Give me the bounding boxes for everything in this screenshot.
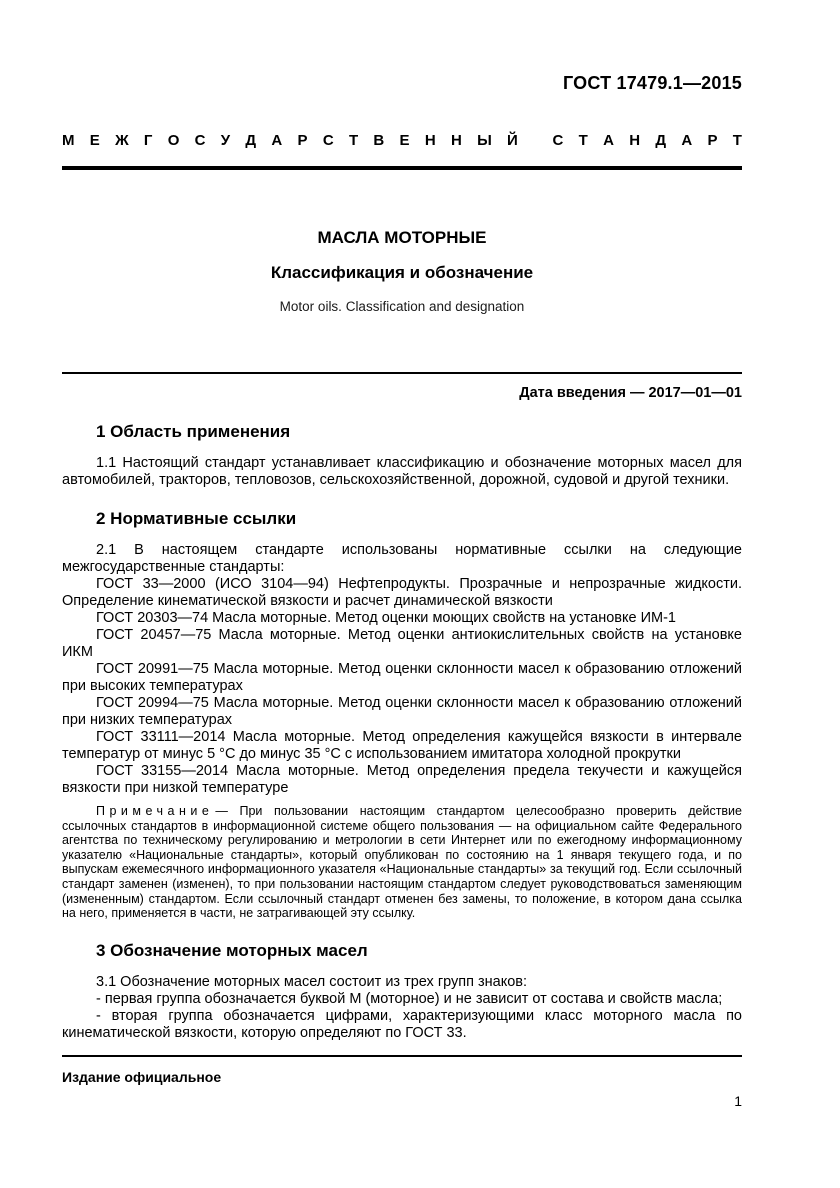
designation-item: - первая группа обозначается буквой М (моторное) и не зависит от состава и свойств масла; (96, 990, 723, 1007)
section-1-heading: 1 Область применения (96, 422, 291, 441)
reference-item: ГОСТ 20457—75 Масла моторные. Метод оценки антиокислительных свойств на установке ИКМ (62, 627, 742, 660)
section-3-paragraph: 3.1 Обозначение моторных масел состоит из трех групп знаков: (96, 973, 528, 990)
standard-type-heading: М Е Ж Г О С У Д А Р С Т В Е Н Н Ы Й С Т А Н Д А Р Т (62, 132, 742, 149)
section-2-heading: 2 Нормативные ссылки (96, 509, 297, 528)
section-3-heading: 3 Обозначение моторных масел (96, 940, 368, 960)
section-2-paragraph: 2.1 В настоящем стандарте использованы нормативные ссылки на следующие межгосударственные стандарты: (62, 542, 742, 575)
reference-item: ГОСТ 20991—75 Масла моторные. Метод оценки склонности масел к образованию отложений при высоких температурах (62, 661, 742, 694)
note-label: Примечание (96, 804, 214, 818)
reference-item: ГОСТ 33—2000 (ИСО 3104—94) Нефтепродукты. Прозрачные и непрозрачные жидкости. Определение кинематической вязкости и расчет динамической вязкости (62, 576, 742, 609)
effective-date: Дата введения — 2017—01—01 (519, 385, 742, 401)
page-content (62, 0, 742, 1110)
title-english: Motor oils. Classification and designation (279, 299, 525, 314)
intro-rule (62, 372, 742, 374)
title-subtitle: Классификация и обозначение (270, 263, 534, 282)
reference-item: ГОСТ 20303—74 Масла моторные. Метод оценки моющих свойств на установке ИМ-1 (96, 610, 676, 626)
reference-item: ГОСТ 33111—2014 Масла моторные. Метод определения кажущейся вязкости в интервале температур от минус 5 °С до минус 35 °С с использованием имитатора холодной прокрутки (62, 729, 742, 762)
reference-item: ГОСТ 20994—75 Масла моторные. Метод оценки склонности масел к образованию отложений при низких температурах (62, 695, 742, 728)
note-block (62, 804, 742, 921)
reference-item: ГОСТ 33155—2014 Масла моторные. Метод определения предела текучести и кажущейся вязкости при низкой температуре (62, 763, 742, 796)
doc-code: ГОСТ 17479.1—2015 (562, 73, 742, 93)
edition-note: Издание официальное (62, 1068, 222, 1085)
page-number: 1 (734, 1092, 742, 1109)
header-rule (62, 166, 742, 170)
note-text: — При пользовании настоящим стандартом целесообразно проверить действие ссылочных стандартов в информационной системе общего пользования — на официальном сайте Федерального агентства по техническому регулированию и метрологии в сети Интернет или по ежегодному информационному указателю «Национальные стандарты», который опубликован по состоянию на 1 января текущего года, и по выпускам ежемесячного информационного указателя «Национальные стандарты» за текущий год. Если ссылочный стандарт заменен (изменен), то при пользовании настоящим стандартом следует руководствоваться заменяющим (измененным) стандартом. Если ссылочный стандарт отменен без замены, то положение, в котором дана ссылка на него, применяется в части, не затрагивающей эту ссылку. (62, 804, 742, 921)
footer-rule (62, 1055, 742, 1057)
designation-item: - вторая группа обозначается цифрами, характеризующими класс моторного масла по кинематической вязкости, которую определяют по ГОСТ 33. (62, 1007, 742, 1041)
title-main: МАСЛА МОТОРНЫЕ (317, 228, 487, 247)
section-1-paragraph: 1.1 Настоящий стандарт устанавливает классификацию и обозначение моторных масел для автомобилей, тракторов, тепловозов, сельскохозяйственной, дорожной, судовой и другой техники. (62, 455, 742, 488)
